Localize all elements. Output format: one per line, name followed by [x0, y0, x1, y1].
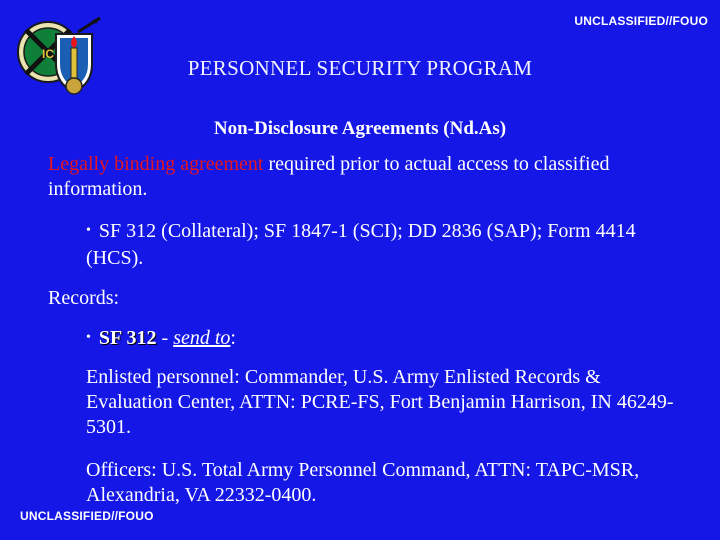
- sf312-separator: -: [156, 327, 174, 349]
- send-to-label: send to: [173, 327, 231, 349]
- page-subtitle: Non-Disclosure Agreements (Nd.As): [213, 118, 507, 139]
- records-label: Records:: [48, 287, 120, 309]
- enlisted-address: Enlisted personnel: Commander, U.S. Army Enlisted Records & Evaluation Center, ATTN: PCRE-FS, Fort Benjamin Harrison, IN 46249-5301.: [86, 366, 674, 438]
- bullet-icon: •: [86, 330, 91, 345]
- bullet-sf312: [86, 326, 236, 353]
- bullet-icon: •: [86, 223, 91, 238]
- send-to-colon: :: [230, 327, 236, 349]
- nda-definition-highlight: Legally binding agreement: [48, 153, 264, 175]
- sf312-label: SF 312: [98, 327, 157, 349]
- bullet-forms-text: SF 312 (Collateral); SF 1847-1 (SCI); DD 2836 (SAP); Form 4414 (HCS).: [86, 220, 636, 269]
- nda-definition: [48, 152, 688, 202]
- nda-definition-rest: required prior to actual access to classified information.: [48, 153, 610, 200]
- emblem-label: IC: [42, 47, 54, 61]
- page-title: PERSONNEL SECURITY PROGRAM: [187, 56, 533, 80]
- bullet-forms: [86, 219, 686, 271]
- classification-marking-bottom: UNCLASSIFIED//FOUO: [20, 509, 154, 523]
- officers-address: Officers: U.S. Total Army Personnel Command, ATTN: TAPC-MSR, Alexandria, VA 22332-0400.: [86, 459, 640, 506]
- classification-marking-top: UNCLASSIFIED//FOUO: [574, 14, 708, 28]
